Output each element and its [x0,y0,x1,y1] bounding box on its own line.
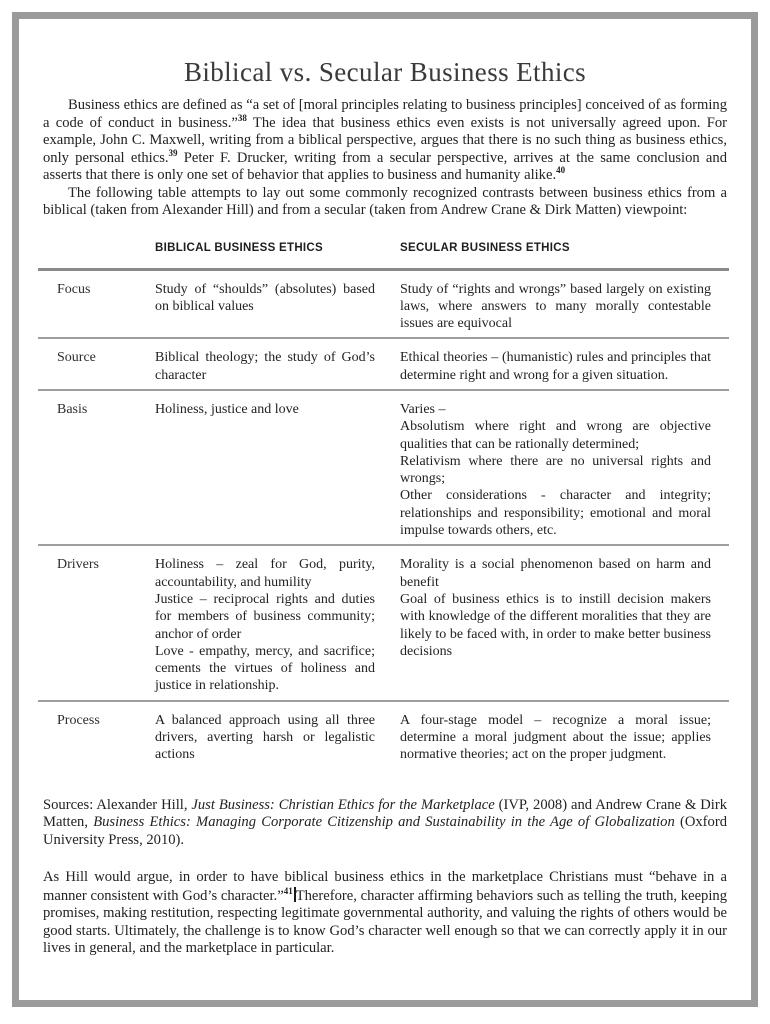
biblical-cell[interactable] [155,545,400,700]
row-label: Source [38,338,155,390]
col-header-biblical: BIBLICAL BUSINESS ETHICS [155,242,400,270]
empty-header-cell [38,242,155,270]
footnote-ref: 39 [168,147,178,158]
cell-line: Relativism where there are no universal rights and wrongs; [400,453,711,487]
footnote-ref: 38 [237,112,247,123]
document-title: Biblical vs. Secular Business Ethics [183,57,587,87]
cell-line: Other considerations - character and integrity; relationships and responsibility; emotional and moral impulse towards others, etc. [400,488,711,539]
secular-cell[interactable] [400,390,729,545]
text-segment: (IVP, 2008) and Andrew Crane & Dirk Matten, [43,796,727,831]
table-row-source [38,338,729,390]
intro-paragraph-1[interactable] [43,97,727,185]
biblical-cell[interactable] [155,269,400,338]
cell-line: Ethical theories – (humanistic) rules and principles that determine right and wrong for a given situation. [400,350,711,383]
cell-line: Love - empathy, mercy, and sacrifice; cements the virtues of holiness and justice in relationship. [155,643,375,694]
row-label: Basis [38,390,155,545]
table-row-process [38,701,729,769]
biblical-cell[interactable] [155,701,400,769]
page-frame [12,12,758,1007]
biblical-cell[interactable] [155,390,400,545]
text-segment: Sources: Alexander Hill, [43,796,192,813]
text-segment: Peter F. Drucker, writing from a secular perspective, arrives at the same conclusion and asserts that there is only one set of behavior that applies to business and humanity alike. [43,149,727,183]
closing-paragraph[interactable] [43,869,727,958]
biblical-cell[interactable] [155,338,400,390]
book-title: Just Business: Christian Ethics for the Marketplace [191,796,495,813]
row-label: Process [38,701,155,769]
text-segment: The idea that business ethics even exists is not universally agreed upon. For example, John C. Maxwell, writing from a biblical perspective, argues that there is no such thing as business ethics, only personal ethics. [43,114,727,166]
cell-line: Study of “rights and wrongs” based largely on existing laws, where answers to many morally contestable issues are equivocal [400,281,711,332]
footnote-ref: 41 [283,885,293,896]
table-header-row [38,242,729,270]
cell-line: Study of “shoulds” (absolutes) based on biblical values [155,281,375,314]
table-row-focus [38,269,729,338]
text-segment: Business ethics are defined as “a set of [moral principles relating to business principles] conceived of as forming a code of conduct in business.” [43,97,727,131]
cell-line: A balanced approach using all three drivers, averting harsh or legalistic actions [155,712,375,763]
cell-line: Goal of business ethics is to instill decision makers with knowledge of the different moralities that they are likely to be faced with, in order to make better business decisions [400,591,711,659]
table-row-basis [38,390,729,545]
table-row-drivers [38,545,729,700]
col-header-secular: SECULAR BUSINESS ETHICS [400,242,729,270]
text-segment: (Oxford University Press, 2010). [43,814,727,848]
row-label: Focus [57,281,91,297]
secular-cell[interactable] [400,269,729,338]
row-label: Drivers [38,545,155,700]
text-segment: Therefore, character affirming behaviors such as telling the truth, keeping promises, making restitution, respecting legitimate governmental authority, and valuing the rights of others would be good starts. Ultimately, the challenge is to know God’s character well enough so that we can correctly apply it in our lives in general, and the marketplace in particular. [43,887,728,957]
text-segment: The following table attempts to lay out some commonly recognized contrasts between business ethics from a biblical (taken from Alexander Hill) and from a secular (taken from Andrew Crane & Dirk Matten) viewpoint: [43,184,727,218]
secular-cell[interactable] [400,545,729,700]
intro-paragraph-2[interactable] [43,185,727,220]
cell-line: Morality is a social phenomenon based on harm and benefit [400,557,711,590]
text-segment: As Hill would argue, in order to have biblical business ethics in the marketplace Christians must “behave in a manner consistent with God’s character.” [43,869,727,904]
sources-paragraph[interactable] [43,797,727,850]
secular-cell[interactable] [400,701,729,769]
comparison-table [38,242,729,769]
cell-line: Absolutism where right and wrong are objective qualities that can be rationally determined; [400,419,711,452]
cell-line: Biblical theology; the study of God’s character [155,350,375,383]
secular-cell[interactable] [400,338,729,390]
cell-line: Varies – [400,401,446,417]
cell-line: Holiness – zeal for God, purity, accountability, and humility [155,557,375,590]
cell-line: A four-stage model – recognize a moral issue; determine a moral judgment about the issue; applies normative theories; act on the proper judgment. [400,712,711,763]
cell-line: Holiness, justice and love [155,401,299,417]
footnote-ref: 40 [556,165,566,176]
book-title: Business Ethics: Managing Corporate Citizenship and Sustainability in the Age of Globalization [93,814,675,831]
cell-line: Justice – reciprocal rights and duties for members of business community; anchor of order [155,591,375,642]
